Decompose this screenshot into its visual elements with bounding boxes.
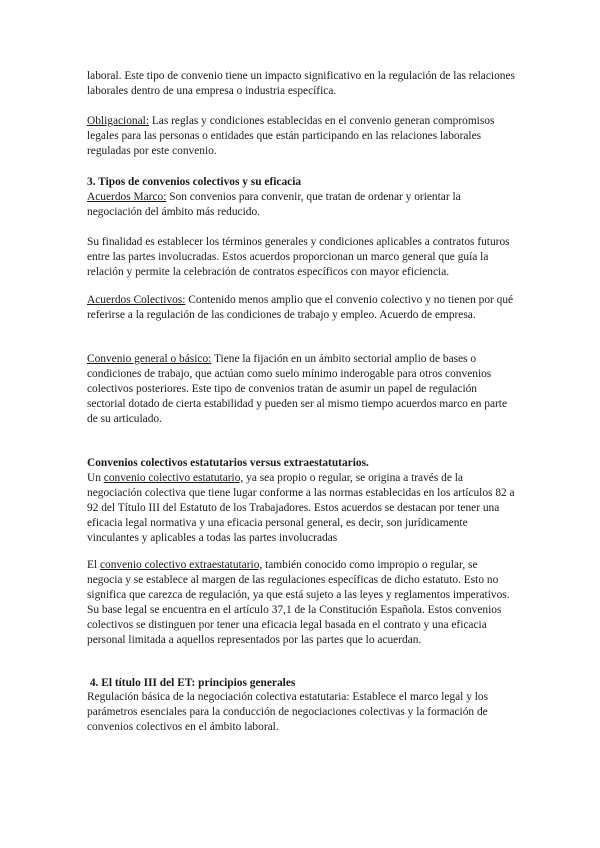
term-acuerdos-marco: Acuerdos Marco: [87,191,167,203]
paragraph-regulacion: Regulación básica de la negociación colectiva estatutaria: Establece el marco legal y los parámetros esenciales para la conducción de negociaciones colectivas y la formación de convenios colectivos en el ámbito laboral. [87,691,489,733]
text-acuerdos-marco: Son convenios para convenir, que tratan de ordenar y orientar la negociación del ámbito más reducido. [87,191,461,218]
paragraph-acuerdos-colectivos [87,293,515,323]
section-estatutarios-heading: Convenios colectivos estatutarios versus extraestatutarios. [87,457,369,469]
term-convenio-general: Convenio general o básico: [87,353,212,365]
paragraph-estatutario: Un convenio colectivo estatutario, ya sea propio o regular, se origina a través de la negociación colectiva que tiene lugar conforme a las normas establecidas en los artículos 82 a 92 del Título III del Estatuto de los Trabajadores. Estos acuerdos se destacan por tener una eficacia legal normativa y una eficacia personal general, es decir, son jurídicamente vinculantes y aplicables a todas las partes involucradas [87,472,515,544]
text-acuerdos-colectivos: Contenido menos amplio que el convenio colectivo y no tienen por qué referirse a la regulación de las condiciones de trabajo y empleo. Acuerdo de empresa. [87,294,514,321]
section-4-heading: 4. El título III del ET: principios generales [87,677,296,689]
paragraph-finalidad: Su finalidad es establecer los términos generales y condiciones aplicables a contratos futuros entre las partes involucradas. Estos acuerdos proporcionan un marco general que guía la relación y permite la celebración de contratos específicos con mayor eficiencia. [87,236,510,278]
paragraph-intro: laboral. Este tipo de convenio tiene un impacto significativo en la regulación de las relaciones laborales dentro de una empresa o industria específica. [87,70,515,97]
term-estatutario: convenio colectivo estatutario, [103,472,244,484]
term-extraestatutario: convenio colectivo extraestatutario, [99,559,263,571]
text-convenio-general: Tiene la fijación en un ámbito sectorial amplio de bases o condiciones de trabajo, que actúan como suelo mínimo inderogable para otros convenios colectivos posteriores. Este tipo de convenios tratan de asumir un papel de regulación sectorial dotado de cierta estabilidad y pueden ser al mismo tiempo acuerdos marco en parte de su articulado. [87,353,508,425]
section-3-heading: 3. Tipos de convenios colectivos y su eficacia [87,176,302,188]
term-acuerdos-colectivos: Acuerdos Colectivos: [87,294,186,306]
text-estatutario: ya sea propio o regular, se origina a través de la negociación colectiva que tiene lugar conforme a las normas establecidas en los artículos 82 a 92 del Título III del Estatuto de los Trabajadores. Estos acuerdos se destacan por tener una eficacia legal normativa y una eficacia personal general, es decir, son jurídicamente vinculantes y aplicables a todas las partes involucradas [87,472,515,544]
text-extraestatutario: también conocido como impropio o regular, se negocia y se establece al margen de las regulaciones específicas de dicho estatuto. Esto no significa que carezca de regulación, ya que está sujeto a las leyes y reglamentos imperativos. Su base legal se encuentra en el artículo 37,1 de la Constitución Española. Estos convenios colectivos se distinguen por tener una eficacia legal basada en el contrato y una eficacia personal limitada a aquellos representados por las partes que lo acuerdan. [87,559,510,646]
term-obligacional: Obligacional: [87,115,149,127]
paragraph-convenio-general [87,352,515,427]
paragraph-obligacional [87,114,515,159]
text-obligacional: Las reglas y condiciones establecidas en el convenio generan compromisos legales para las personas o entidades que están participando en las relaciones laborales reguladas por este convenio. [87,115,495,157]
paragraph-acuerdos-marco [87,190,515,220]
paragraph-extraestatutario: El convenio colectivo extraestatutario, también conocido como impropio o regular, se negocia y se establece al margen de las regulaciones específicas de dicho estatuto. Esto no significa que carezca de regulación, ya que está sujeto a las leyes y reglamentos imperativos. Su base legal se encuentra en el artículo 37,1 de la Constitución Española. Estos convenios colectivos se distinguen por tener una eficacia legal basada en el contrato y una eficacia personal limitada a aquellos representados por las partes que lo acuerdan. [87,559,510,646]
